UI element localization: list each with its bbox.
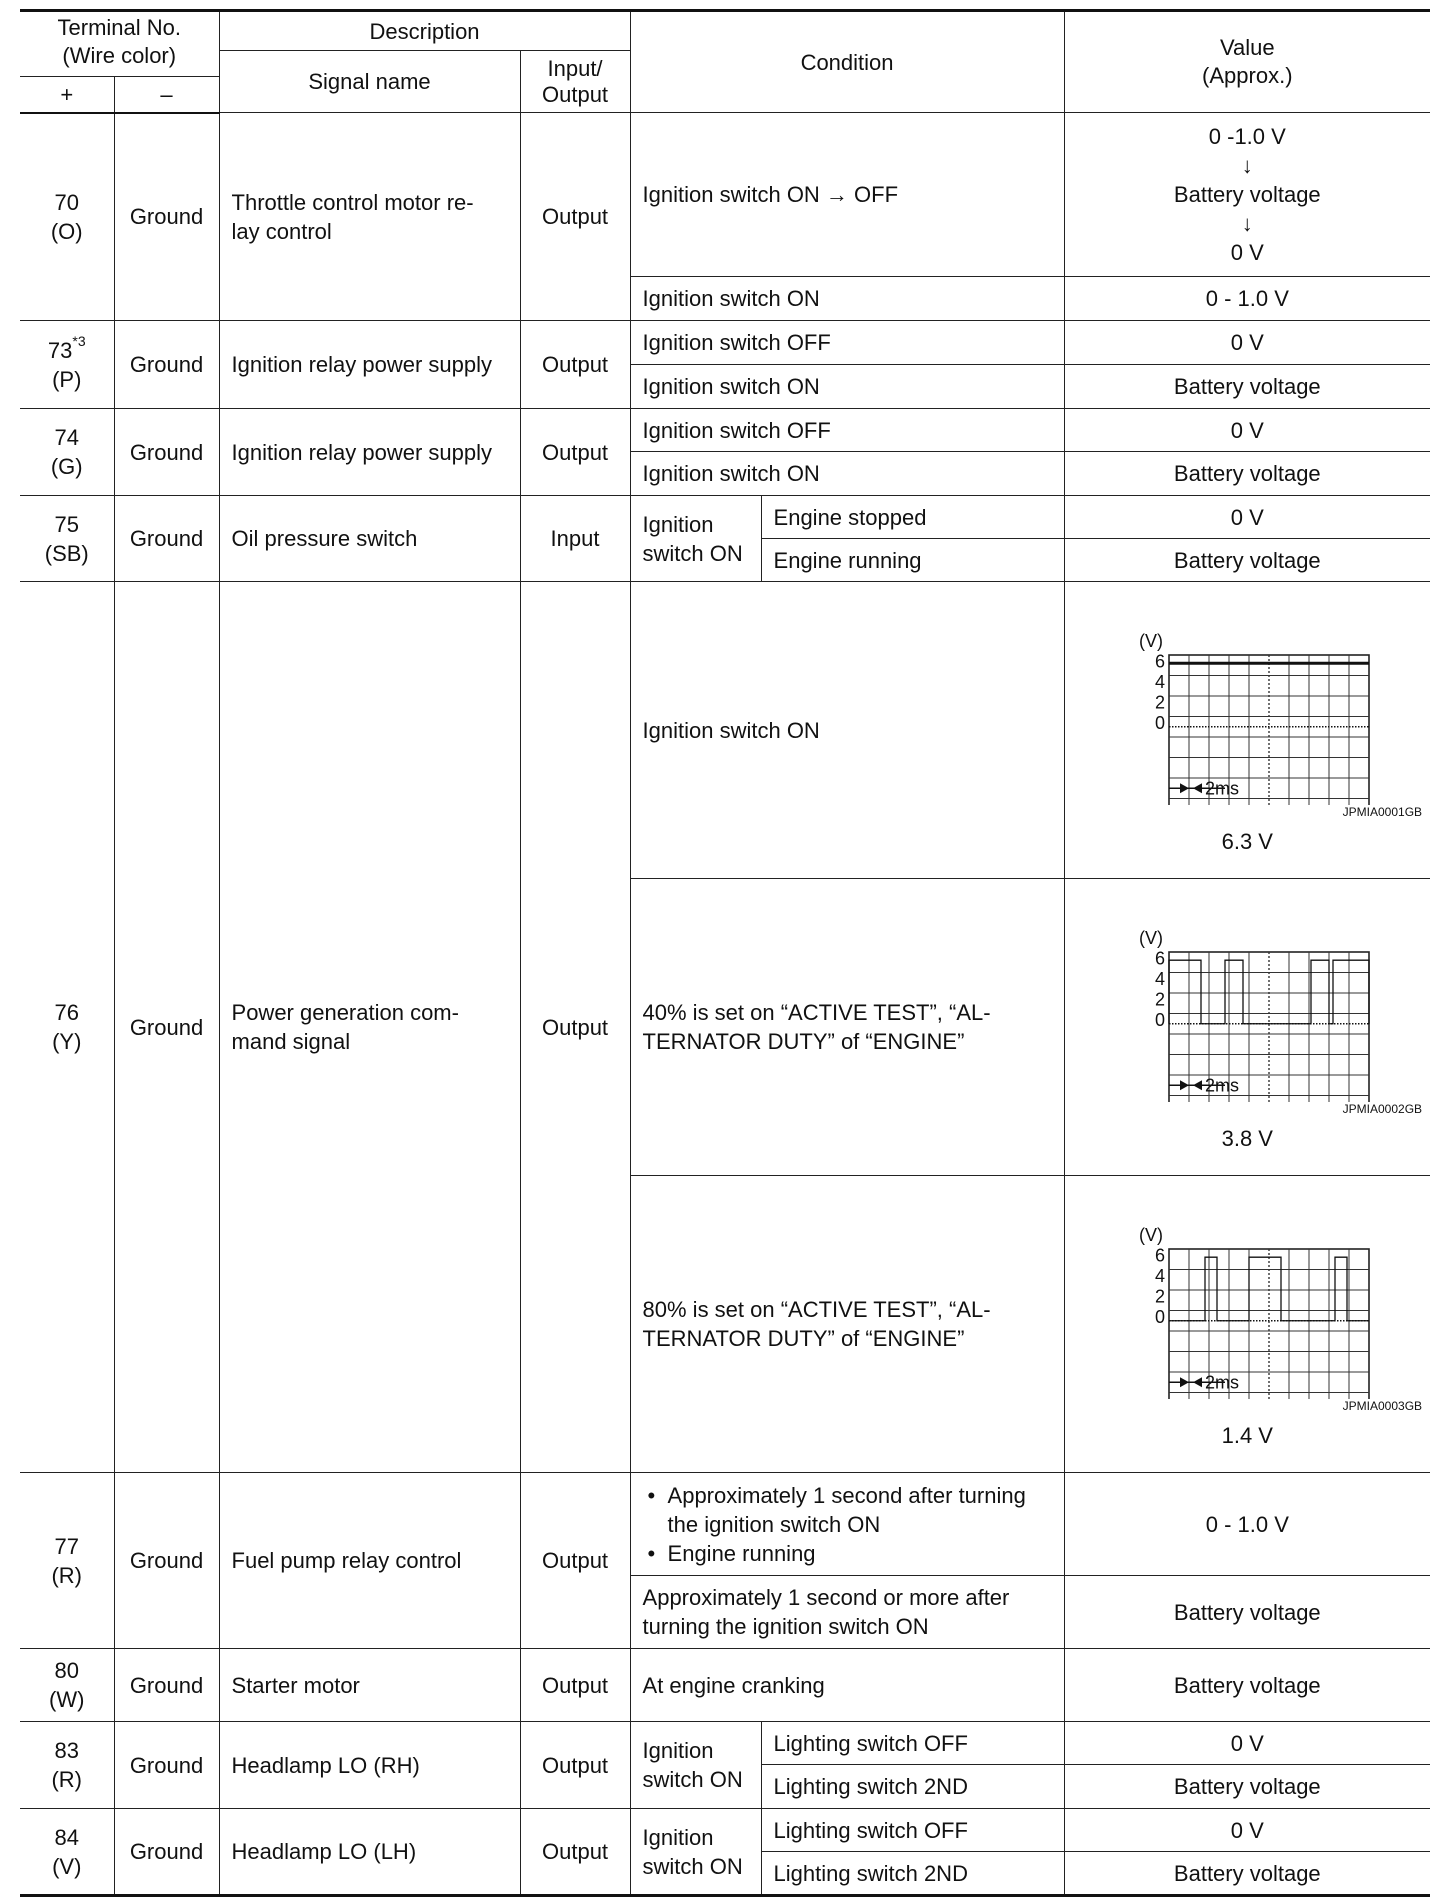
figure-code-76-1: JPMIA0001GB [1342,804,1423,819]
value-73-1: 0 V [1064,321,1430,365]
io-76: Output [520,582,630,1473]
waveform-76-2 [1065,902,1431,1102]
value-73-2: Battery voltage [1064,365,1430,409]
condition-76-3: 80% is set on “ACTIVE TEST”, “AL- TERNATOR DUTY” of “ENGINE” [630,1176,1064,1473]
ground-77: Ground [114,1473,219,1649]
terminal-74: 74 (G) [20,409,114,496]
condition-83-main: Ignition switch ON [630,1722,761,1809]
value-77-2: Battery voltage [1064,1576,1430,1649]
waveform-76-1 [1065,605,1431,805]
condition-84-2: Lighting switch 2ND [761,1852,1064,1896]
terminal-76: 76 (Y) [20,582,114,1473]
value-74-2: Battery voltage [1064,452,1430,496]
time-scale-label: 2ms [1204,1371,1239,1392]
io-77: Output [520,1473,630,1649]
value-74-1: 0 V [1064,409,1430,452]
condition-74-1: Ignition switch OFF [630,409,1064,452]
signal-77: Fuel pump relay control [219,1473,520,1649]
ground-84: Ground [114,1809,219,1896]
axis-unit: (V) [1138,1224,1163,1245]
io-70: Output [520,113,630,321]
time-marker-arrow [1180,1377,1189,1387]
time-marker-arrow [1193,1377,1202,1387]
ground-74: Ground [114,409,219,496]
condition-77-1 [630,1473,1064,1576]
terminal-80: 80 (W) [20,1649,114,1722]
signal-75: Oil pressure switch [219,496,520,582]
condition-70-1: Ignition switch ON → OFF [630,113,1064,277]
waveform-76-3 [1065,1199,1431,1399]
header-condition: Condition [630,11,1064,113]
axis-tick: 4 [1154,968,1165,989]
header-terminal: Terminal No. (Wire color) [20,11,219,77]
value-76-1 [1064,582,1430,879]
axis-tick: 6 [1154,1244,1165,1265]
axis-unit: (V) [1138,927,1163,948]
condition-83-1: Lighting switch OFF [761,1722,1064,1765]
condition-77-2: Approximately 1 second or more after turning the ignition switch ON [630,1576,1064,1649]
signal-73: Ignition relay power supply [219,321,520,409]
header-signal-name: Signal name [219,51,520,113]
value-80-1: Battery voltage [1064,1649,1430,1722]
time-scale-label: 2ms [1204,1074,1239,1095]
value-76-2 [1064,879,1430,1176]
condition-77-bullet-1: • Approximately 1 second after turning the ignition switch ON [668,1481,1052,1539]
axis-tick: 2 [1154,691,1165,712]
signal-70: Throttle control motor re- lay control [219,113,520,321]
condition-75-main: Ignition switch ON [630,496,761,582]
axis-tick: 0 [1154,712,1165,733]
time-marker-arrow [1193,783,1202,793]
signal-74: Ignition relay power supply [219,409,520,496]
signal-83: Headlamp LO (RH) [219,1722,520,1809]
header-value: Value (Approx.) [1064,11,1430,113]
signal-76: Power generation com- mand signal [219,582,520,1473]
axis-tick: 0 [1154,1009,1165,1030]
terminal-table-page [20,9,1430,1897]
condition-75-1: Engine stopped [761,496,1064,539]
value-70-2: 0 - 1.0 V [1064,277,1430,321]
condition-70-2: Ignition switch ON [630,277,1064,321]
condition-84-main: Ignition switch ON [630,1809,761,1896]
value-76-1-text: 6.3 V [1221,828,1273,854]
io-73: Output [520,321,630,409]
value-84-2: Battery voltage [1064,1852,1430,1896]
io-75: Input [520,496,630,582]
value-77-1: 0 - 1.0 V [1064,1473,1430,1576]
value-70-1: 0 -1.0 V ↓ Battery voltage ↓ 0 V [1064,113,1430,277]
ground-83: Ground [114,1722,219,1809]
axis-tick: 2 [1154,1285,1165,1306]
time-marker-arrow [1180,783,1189,793]
terminal-75: 75 (SB) [20,496,114,582]
axis-unit: (V) [1138,630,1163,651]
time-scale-label: 2ms [1204,777,1239,798]
value-84-1: 0 V [1064,1809,1430,1852]
oscilloscope-grid [1169,1249,1369,1399]
axis-tick: 4 [1154,1265,1165,1286]
condition-80-1: At engine cranking [630,1649,1064,1722]
axis-tick: 4 [1154,671,1165,692]
io-80: Output [520,1649,630,1722]
header-description: Description [219,11,630,51]
terminal-73-footnote: *3 [72,332,86,349]
condition-76-2: 40% is set on “ACTIVE TEST”, “AL- TERNATOR DUTY” of “ENGINE” [630,879,1064,1176]
value-75-2: Battery voltage [1064,539,1430,582]
header-minus: – [114,77,219,113]
condition-83-2: Lighting switch 2ND [761,1765,1064,1809]
grid-frame [1169,655,1369,805]
axis-tick: 0 [1154,1306,1165,1327]
terminal-table [20,9,1430,1897]
terminal-84: 84 (V) [20,1809,114,1896]
time-marker-arrow [1193,1080,1202,1090]
signal-80: Starter motor [219,1649,520,1722]
terminal-77: 77 (R) [20,1473,114,1649]
header-plus: + [20,77,114,113]
io-83: Output [520,1722,630,1809]
ground-76: Ground [114,582,219,1473]
grid-frame [1169,952,1369,1102]
ground-75: Ground [114,496,219,582]
oscilloscope-grid [1169,952,1369,1102]
terminal-73-color: (P) [52,366,82,392]
value-76-2-text: 3.8 V [1221,1125,1273,1151]
value-83-2: Battery voltage [1064,1765,1430,1809]
terminal-70: 70 (O) [20,113,114,321]
figure-code-76-2: JPMIA0002GB [1342,1101,1423,1116]
figure-code-76-3: JPMIA0003GB [1342,1398,1423,1413]
condition-74-2: Ignition switch ON [630,452,1064,496]
io-74: Output [520,409,630,496]
oscilloscope-grid [1169,655,1369,805]
ground-70: Ground [114,113,219,321]
grid-frame [1169,1249,1369,1399]
condition-73-1: Ignition switch OFF [630,321,1064,365]
condition-73-2: Ignition switch ON [630,365,1064,409]
ground-80: Ground [114,1649,219,1722]
axis-tick: 2 [1154,988,1165,1009]
time-marker-arrow [1180,1080,1189,1090]
condition-75-2: Engine running [761,539,1064,582]
terminal-83: 83 (R) [20,1722,114,1809]
value-83-1: 0 V [1064,1722,1430,1765]
terminal-73 [20,321,114,409]
header-io: Input/ Output [520,51,630,113]
signal-84: Headlamp LO (LH) [219,1809,520,1896]
axis-tick: 6 [1154,947,1165,968]
condition-84-1: Lighting switch OFF [761,1809,1064,1852]
ground-73: Ground [114,321,219,409]
io-84: Output [520,1809,630,1896]
condition-77-bullet-2: • Engine running [668,1539,1052,1568]
value-75-1: 0 V [1064,496,1430,539]
value-76-3 [1064,1176,1430,1473]
terminal-73-number: 73 [47,337,73,363]
value-76-3-text: 1.4 V [1221,1422,1273,1448]
axis-tick: 6 [1154,650,1165,671]
condition-76-1: Ignition switch ON [630,582,1064,879]
condition-77-list [643,1481,1052,1568]
